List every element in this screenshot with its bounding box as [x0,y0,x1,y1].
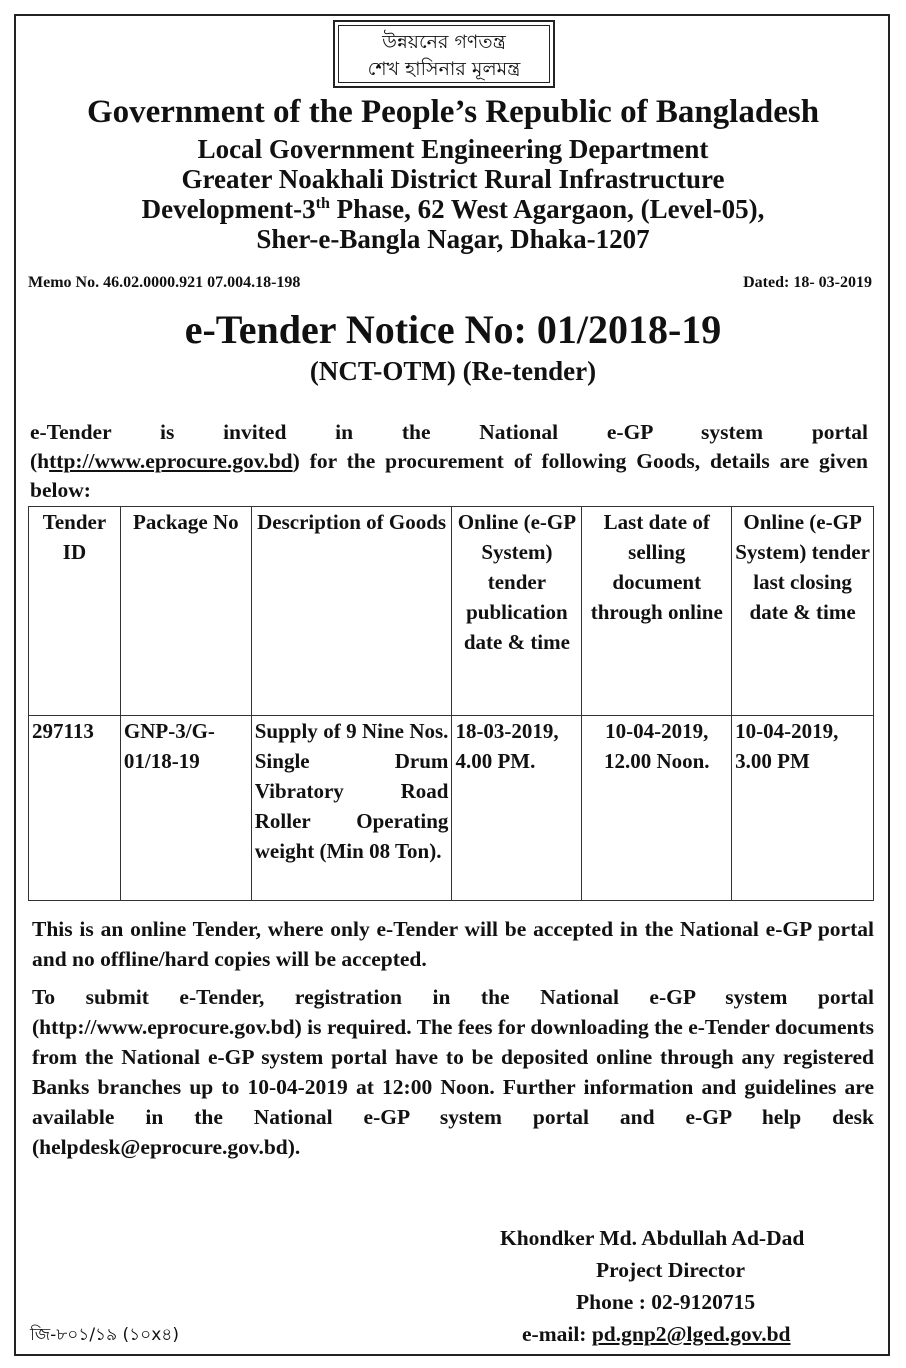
project-line2-post: Phase, 62 West Agargaon, (Level-05), [329,194,765,224]
header-tender-id: Tender ID [29,507,121,716]
signatory-designation: Project Director [596,1258,746,1282]
intro-rest: ) for the procurement of following Goods, details are given below: [30,449,868,502]
government-heading: Government of the People’s Republic of Bangladesh [86,94,820,130]
registration-paragraph: To submit e-Tender, registration in the National e-GP system portal (http://www.eprocure.gov.bd) is required. The fees for downloading the e-Tender documents from the National e-GP system portal have to be deposited online through any registered Banks branches up to 10-04-2019 at 12:00 Noon. Further information and guidelines are available in the National e-GP system portal and e-GP help desk (helpdesk@eprocure.gov.bd). [32,985,874,1159]
project-heading-line-2 [0,194,906,225]
memo-number: Memo No. 46.02.0000.921 07.004.18-198 [28,274,301,291]
project-line2-sup: th [315,195,330,212]
header-closing: Online (e-GP System) tender last closing date & time [732,507,874,716]
email-label: e-mail: [522,1322,592,1346]
cell-last-selling: 10-04-2019, 12.00 Noon. [582,716,732,901]
header-package-no: Package No [120,507,251,716]
project-heading-line-1: Greater Noakhali District Rural Infrastructure [181,164,725,194]
cell-closing: 10-04-2019, 3.00 PM [732,716,874,901]
cell-package-no: GNP-3/G-01/18-19 [120,716,251,901]
motto-box [333,20,555,88]
footer-code: জি-৮০১/১৯ (১০x৪) [30,1325,179,1345]
signatory-phone: Phone : 02-9120715 [576,1290,756,1314]
header-description: Description of Goods [251,507,452,716]
cell-description: Supply of 9 Nine Nos. Single Drum Vibratory Road Roller Operating weight (Min 08 Ton). [251,716,452,901]
memo-date: Dated: 18- 03-2019 [743,274,872,291]
notice-subtitle: (NCT-OTM) (Re-tender) [309,356,597,386]
eprocure-link[interactable]: ttp://www.eprocure.gov.bd [49,449,293,473]
header-publication: Online (e-GP System) tender publication date & time [452,507,582,716]
notice-title: e-Tender Notice No: 01/2018-19 [184,307,722,352]
signatory-email [522,1318,791,1350]
motto-line-2: শেখ হাসিনার মূলমন্ত্র [367,58,521,80]
email-link[interactable]: pd.gnp2@lged.gov.bd [591,1322,791,1346]
intro-line-1: e-Tender is invited in the National e-GP system portal [30,420,868,444]
intro-paren: (h [30,449,50,473]
motto-line-1: উন্নয়নের গণতন্ত্র [382,31,506,53]
cell-publication: 18-03-2019, 4.00 PM. [452,716,582,901]
project-line2-pre: Development-3 [141,194,316,224]
department-heading: Local Government Engineering Department [197,134,709,164]
signatory-name: Khondker Md. Abdullah Ad-Dad [500,1226,805,1250]
table-row [29,716,874,901]
address-heading: Sher-e-Bangla Nagar, Dhaka-1207 [256,224,650,254]
tender-table [28,506,874,901]
online-tender-paragraph: This is an online Tender, where only e-Tender will be accepted in the National e-GP portal and no offline/hard copies will be accepted. [32,917,874,971]
intro-paragraph [30,418,868,505]
header-last-selling: Last date of selling document through online [582,507,732,716]
cell-tender-id: 297113 [29,716,121,901]
table-header-row [29,507,874,716]
